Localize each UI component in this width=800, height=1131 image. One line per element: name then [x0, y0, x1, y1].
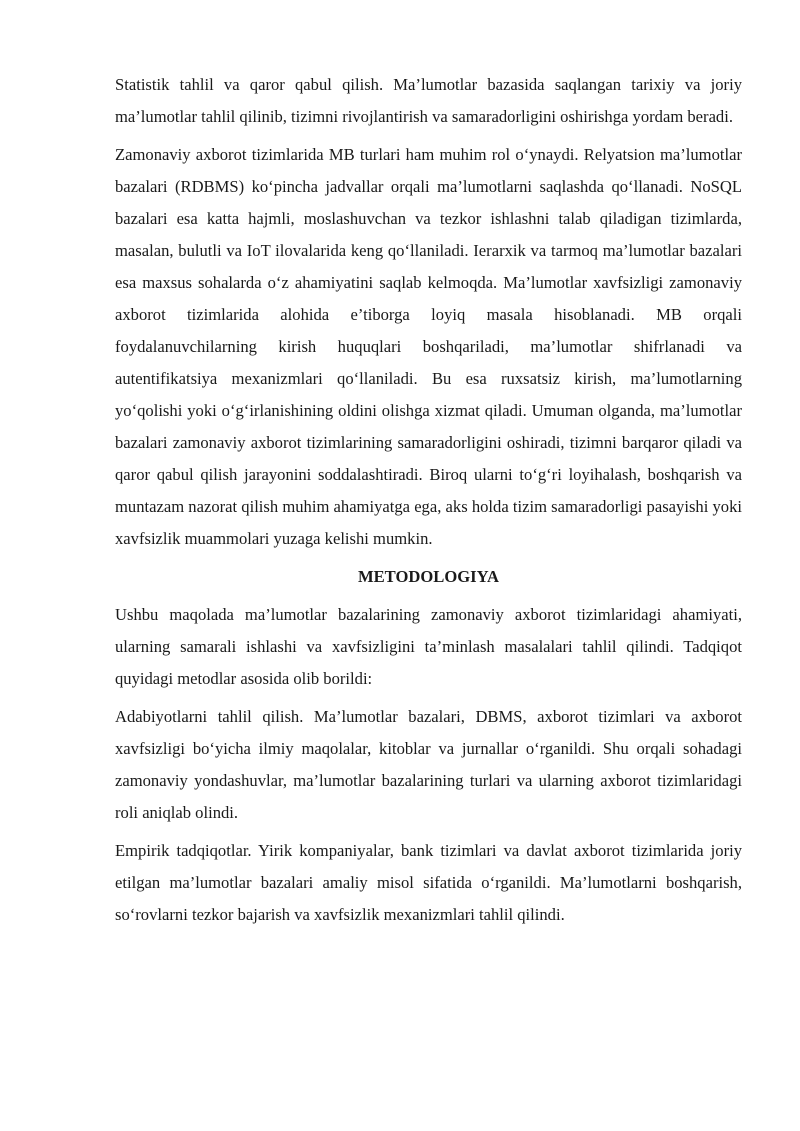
paragraph-literature-review: Adabiyotlarni tahlil qilish. Ma’lumotlar bazalari, DBMS, axborot tizimlari va axborot xavfsizligi bo‘yicha ilmiy maqolalar, kitoblar va jurnallar o‘rganildi. Shu orqali sohadagi zamonaviy yondashuvlar, ma’lumotlar bazalarining turlari va ularning axborot tizimlaridagi roli aniqlab olindi.: [115, 707, 742, 822]
paragraph-statistical-analysis: Statistik tahlil va qaror qabul qilish. Ma’lumotlar bazasida saqlangan tarixiy va joriy ma’lumotlar tahlil qilinib, tizimni rivojlantirish va samaradorligini oshirishga yordam beradi.: [115, 75, 742, 126]
paragraph-empirical-research: Empirik tadqiqotlar. Yirik kompaniyalar, bank tizimlari va davlat axborot tizimlarida joriy etilgan ma’lumotlar bazalari amaliy misol sifatida o‘rganildi. Ma’lumotlarni boshqarish, so‘rovlarni tezkor bajarish va xavfsizlik mexanizmlari tahlil qilindi.: [115, 841, 742, 924]
paragraph-database-types: Zamonaviy axborot tizimlarida MB turlari ham muhim rol o‘ynaydi. Relyatsion ma’lumotlar bazalari (RDBMS) ko‘pincha jadvallar orqali ma’lumotlarni saqlashda qo‘llanadi. NoSQL bazalari esa katta hajmli, moslashuvchan va tezkor ishlashni talab qiladigan tizimlarda, masalan, bulutli va IoT ilovalarida keng qo‘llaniladi. Ierarxik va tarmoq ma’lumotlar bazalari esa maxsus sohalarda o‘z ahamiyatini saqlab kelmoqda. Ma’lumotlar xavfsizligi zamonaviy axborot tizimlarida alohida e’tiborga loyiq masala hisoblanadi. MB orqali foydalanuvchilarning kirish huquqlari boshqariladi, ma’lumotlar shifrlanadi va autentifikatsiya mexanizmlari qo‘llaniladi. Bu esa ruxsatsiz kirish, ma’lumotlarning yo‘qolishi yoki o‘g‘irlanishining oldini olishga xizmat qiladi. Umuman olganda, ma’lumotlar bazalari zamonaviy axborot tizimlarining samaradorligini oshiradi, tizimni barqaror qiladi va qaror qabul qilish jarayonini soddalashtiradi. Biroq ularni to‘g‘ri loyihalash, boshqarish va muntazam nazorat qilish muhim ahamiyatga ega, aks holda tizim samaradorligi pasayishi yoki xavfsizlik muammolari yuzaga kelishi mumkin.: [115, 145, 742, 548]
document-page: [115, 69, 742, 937]
paragraph-methodology-intro: Ushbu maqolada ma’lumotlar bazalarining zamonaviy axborot tizimlaridagi ahamiyati, ularning samarali ishlashi va xavfsizligini ta’minlash masalalari tahlil qilindi. Tadqiqot quyidagi metodlar asosida olib borildi:: [115, 605, 742, 688]
section-heading-methodology: METODOLOGIYA: [357, 567, 500, 586]
